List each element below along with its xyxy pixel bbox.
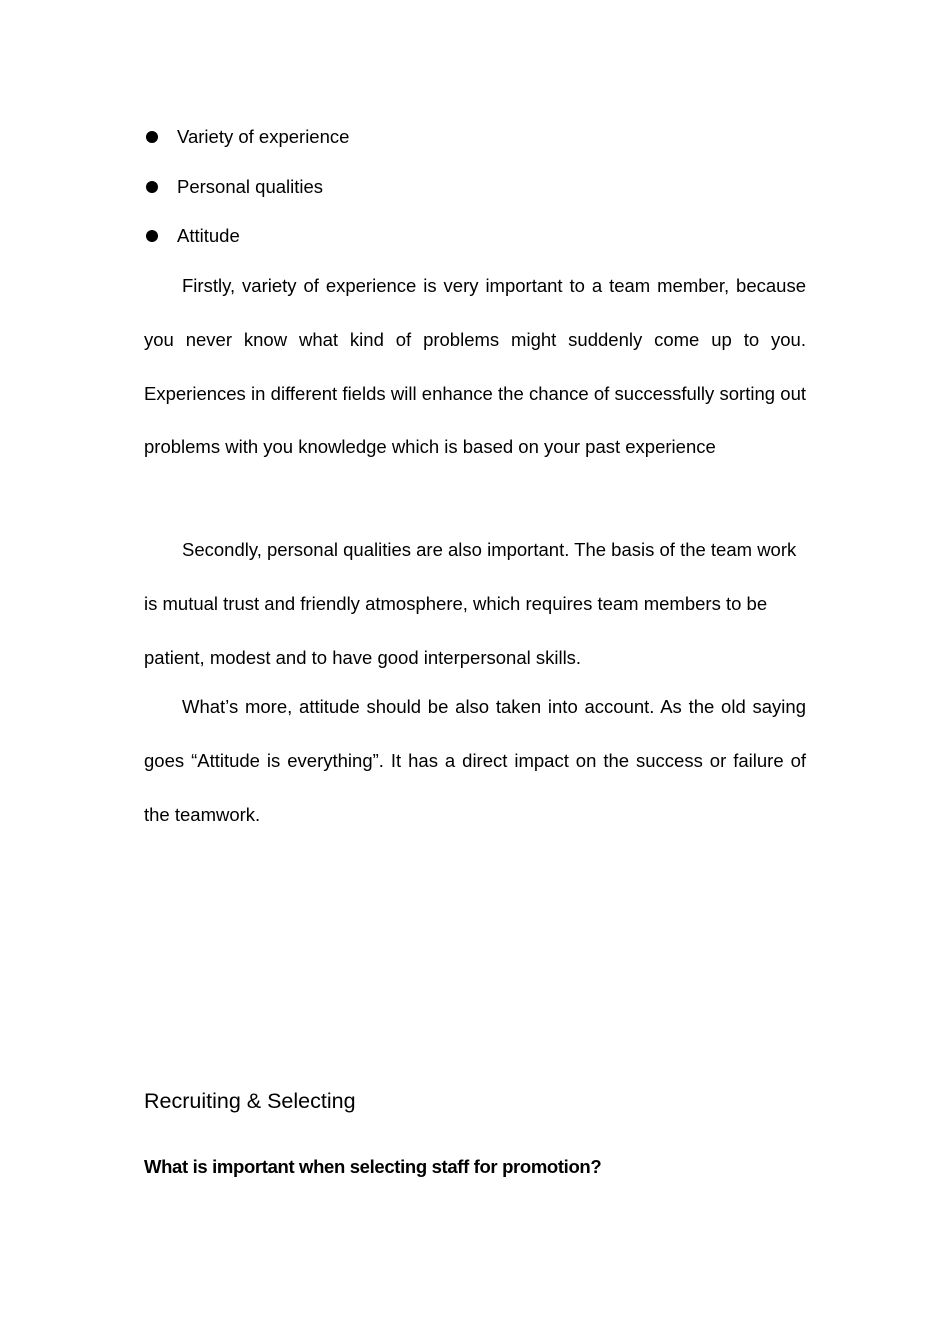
bullet-list xyxy=(144,122,806,271)
list-item xyxy=(144,172,806,222)
paragraph-attitude: What’s more, attitude should be also taken into account. As the old saying goes “Attitude is everything”. It has a direct impact on the success or failure of the teamwork. xyxy=(144,696,806,825)
paragraph-personal-qualities: Secondly, personal qualities are also important. The basis of the team work is mutual trust and friendly atmosphere, which requires team members to be patient, modest and to have good interpersonal skills. xyxy=(144,539,797,668)
bullet-dot-icon xyxy=(146,131,158,143)
section-question: What is important when selecting staff for promotion? xyxy=(144,1156,602,1177)
bullet-text: Personal qualities xyxy=(177,175,324,197)
bullet-text: Attitude xyxy=(177,225,240,246)
bullet-text: Variety of experience xyxy=(177,126,350,147)
section-heading: Recruiting & Selecting xyxy=(144,1089,356,1113)
bullet-dot-icon xyxy=(146,230,158,242)
bullet-dot-icon xyxy=(146,181,158,193)
list-item xyxy=(144,122,806,172)
paragraph-experience: Firstly, variety of experience is very important to a team member, because you never know what kind of problems might suddenly come up to you. Experiences in different fields will enhance the chance of successfully sorting out problems with you knowledge which is based on your past experience xyxy=(144,275,806,458)
